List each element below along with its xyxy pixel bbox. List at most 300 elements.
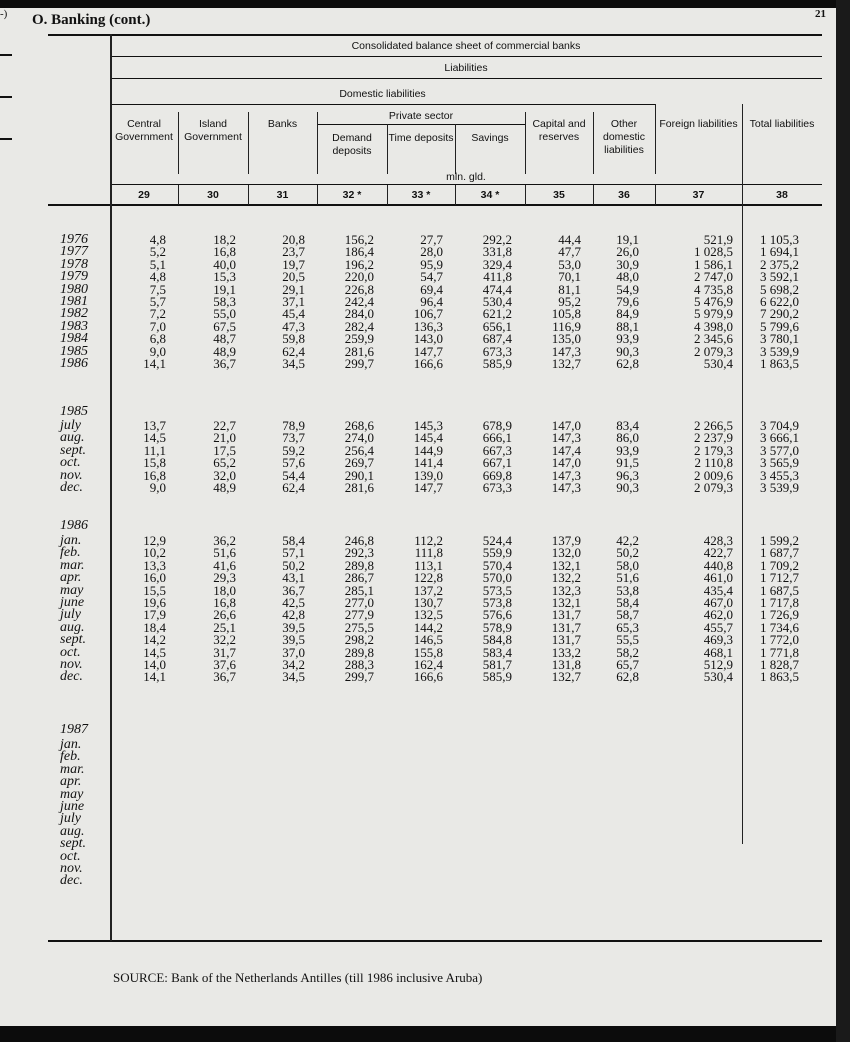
row-label: july — [60, 607, 81, 623]
table-cell: 139,0 — [413, 467, 443, 483]
table-cell: 22,7 — [213, 418, 236, 433]
table-cell: 37,1 — [282, 294, 305, 309]
table-cell: 88,1 — [616, 318, 639, 334]
table-cell: 186,4 — [344, 244, 374, 260]
table-cell: 31,7 — [213, 644, 236, 660]
table-cell: 578,9 — [482, 619, 512, 635]
table-cell: 1 717,8 — [760, 595, 799, 610]
table-cell: 19,7 — [282, 256, 305, 272]
year-heading: 1985 — [60, 404, 88, 419]
table-cell: 585,9 — [482, 356, 512, 371]
table-cell: 468,1 — [703, 644, 733, 660]
row-label: aug. — [60, 430, 85, 446]
table-cell: 147,0 — [551, 455, 581, 471]
table-cell: 57,6 — [282, 455, 305, 471]
table-cell: 474,4 — [482, 281, 512, 297]
table-cell: 16,8 — [213, 595, 236, 610]
table-cell: 40,0 — [213, 256, 236, 272]
table-title: Consolidated balance sheet of commercial banks — [351, 40, 581, 52]
rule — [110, 104, 655, 105]
table-cell: 15,5 — [143, 582, 166, 598]
table-cell: 2 747,0 — [694, 269, 733, 285]
document-page — [0, 8, 836, 1026]
table-cell: 62,8 — [616, 669, 639, 685]
table-cell: 48,7 — [213, 331, 236, 347]
row-label: 1981 — [60, 294, 88, 309]
table-cell: 289,8 — [344, 557, 374, 573]
table-cell: 268,6 — [344, 418, 374, 433]
table-cell: 298,2 — [344, 632, 374, 648]
table-cell: 1 687,5 — [760, 582, 799, 598]
table-cell: 42,2 — [616, 533, 639, 548]
table-cell: 13,7 — [143, 418, 166, 433]
table-cell: 292,2 — [482, 232, 512, 247]
table-cell: 2 079,3 — [694, 480, 733, 495]
table-cell: 32,2 — [213, 632, 236, 648]
private-sector-header: Private sector — [388, 110, 454, 122]
table-cell: 62,4 — [282, 343, 305, 359]
table-cell: 58,0 — [616, 557, 639, 573]
table-cell: 16,0 — [143, 570, 166, 586]
table-cell: 3 455,3 — [760, 467, 799, 483]
table-cell: 299,7 — [344, 356, 374, 371]
column-number: 38 — [776, 189, 788, 201]
row-label: feb. — [60, 749, 81, 765]
year-heading: 1987 — [60, 722, 88, 737]
table-cell: 131,7 — [551, 619, 581, 635]
row-label: may — [60, 582, 84, 598]
table-cell: 122,8 — [413, 570, 443, 586]
table-cell: 2 009,6 — [694, 467, 733, 483]
row-label: dec. — [60, 873, 83, 889]
table-cell: 44,4 — [558, 232, 581, 247]
table-cell: 286,7 — [344, 570, 374, 586]
row-label: feb. — [60, 545, 81, 561]
page-number: 21 — [815, 8, 826, 20]
column-header: Capital and reserves — [532, 118, 586, 143]
table-cell: 78,9 — [282, 418, 305, 433]
table-cell: 4 735,8 — [694, 281, 733, 297]
table-cell: 292,3 — [344, 545, 374, 561]
table-cell: 246,8 — [344, 533, 374, 548]
table-cell: 16,8 — [143, 467, 166, 483]
table-cell: 1 734,6 — [760, 619, 799, 635]
table-cell: 573,5 — [482, 582, 512, 598]
table-cell: 90,3 — [616, 343, 639, 359]
table-cell: 9,0 — [149, 343, 166, 359]
table-cell: 131,7 — [551, 632, 581, 648]
table-cell: 5,7 — [149, 294, 166, 309]
table-cell: 86,0 — [616, 430, 639, 446]
table-cell: 411,8 — [483, 269, 512, 285]
table-cell: 156,2 — [344, 232, 374, 247]
row-label: jan. — [60, 737, 82, 752]
table-cell: 135,0 — [551, 331, 581, 347]
table-cell: 54,4 — [282, 467, 305, 483]
table-cell: 29,3 — [213, 570, 236, 586]
table-cell: 53,0 — [558, 256, 581, 272]
table-cell: 3 592,1 — [760, 269, 799, 285]
unit-label: mln. gld. — [446, 171, 486, 183]
table-cell: 667,3 — [482, 442, 512, 458]
table-cell: 259,9 — [344, 331, 374, 347]
table-cell: 1 863,5 — [760, 356, 799, 371]
table-cell: 2 375,2 — [760, 256, 799, 272]
column-number: 35 — [553, 189, 565, 201]
table-cell: 32,0 — [213, 467, 236, 483]
table-cell: 95,2 — [558, 294, 581, 309]
table-cell: 36,2 — [213, 533, 236, 548]
page-edge — [836, 0, 850, 1042]
row-label: jan. — [60, 533, 82, 548]
column-header: Savings — [471, 132, 509, 144]
column-header: Demand deposits — [332, 132, 372, 157]
table-cell: 137,2 — [413, 582, 443, 598]
table-cell: 27,7 — [420, 232, 443, 247]
column-header: Banks — [267, 118, 298, 130]
table-cell: 84,9 — [616, 306, 639, 322]
column-number: 36 — [618, 189, 630, 201]
row-label: 1978 — [60, 256, 88, 272]
table-cell: 288,3 — [344, 657, 374, 672]
table-cell: 15,3 — [213, 269, 236, 285]
table-cell: 5 979,9 — [694, 306, 733, 322]
table-cell: 583,4 — [482, 644, 512, 660]
table-cell: 581,7 — [482, 657, 512, 672]
table-cell: 50,2 — [616, 545, 639, 561]
table-cell: 132,7 — [551, 356, 581, 371]
row-label: aug. — [60, 823, 85, 839]
table-cell: 18,2 — [213, 232, 236, 247]
table-cell: 79,6 — [616, 294, 639, 309]
row-label: 1977 — [60, 244, 88, 260]
table-cell: 137,9 — [551, 533, 581, 548]
table-cell: 95,9 — [420, 256, 443, 272]
rule — [110, 78, 822, 79]
table-cell: 53,8 — [616, 582, 639, 598]
table-cell: 147,7 — [413, 480, 443, 495]
row-label: sept. — [60, 836, 87, 852]
table-cell: 673,3 — [482, 480, 512, 495]
table-cell: 116,9 — [552, 318, 581, 334]
table-cell: 275,5 — [344, 619, 374, 635]
table-cell: 19,1 — [616, 232, 639, 247]
table-cell: 673,3 — [482, 343, 512, 359]
column-number: 31 — [276, 189, 289, 201]
row-label: june — [60, 595, 85, 610]
column-header: Time deposits — [388, 132, 454, 144]
table-cell: 39,5 — [282, 632, 305, 648]
row-label: nov. — [60, 861, 83, 876]
table-cell: 277,9 — [344, 607, 374, 623]
table-cell: 57,1 — [282, 545, 305, 561]
table-cell: 55,5 — [616, 632, 639, 648]
table-cell: 3 565,9 — [760, 455, 799, 471]
row-label: sept. — [60, 442, 87, 458]
table-cell: 570,0 — [482, 570, 512, 586]
table-cell: 1 599,2 — [760, 533, 799, 548]
table-cell: 155,8 — [413, 644, 443, 660]
table-cell: 1 028,5 — [694, 244, 733, 260]
column-header: Central Government — [115, 118, 173, 143]
table-cell: 621,2 — [482, 306, 512, 322]
table-cell: 65,7 — [616, 657, 639, 672]
table-cell: 111,8 — [414, 545, 443, 561]
column-number: 29 — [138, 189, 150, 201]
row-label: oct. — [60, 644, 81, 660]
table-cell: 58,3 — [213, 294, 236, 309]
table-cell: 26,6 — [213, 607, 236, 623]
table-cell: 584,8 — [482, 632, 512, 648]
table-cell: 2 345,6 — [694, 331, 733, 347]
row-label: sept. — [60, 632, 87, 648]
table-cell: 65,3 — [616, 619, 639, 635]
table-cell: 147,3 — [551, 430, 581, 446]
table-cell: 5,2 — [149, 244, 166, 260]
table-cell: 59,8 — [282, 331, 305, 347]
table-cell: 42,8 — [282, 607, 305, 623]
table-cell: 530,4 — [482, 294, 512, 309]
table-cell: 14,5 — [143, 430, 166, 446]
column-number: 32 * — [342, 189, 362, 201]
table-cell: 96,4 — [420, 294, 443, 309]
table-cell: 106,7 — [413, 306, 443, 322]
table-cell: 455,7 — [703, 619, 733, 635]
table-cell: 19,6 — [143, 595, 166, 610]
table-cell: 1 105,3 — [760, 232, 799, 247]
table-cell: 62,4 — [282, 480, 305, 495]
table-cell: 4,8 — [149, 269, 166, 285]
table-cell: 1 726,9 — [760, 607, 799, 623]
table-cell: 12,9 — [143, 533, 166, 548]
table-cell: 93,9 — [616, 331, 639, 347]
row-label: july — [60, 418, 81, 433]
table-cell: 34,2 — [282, 657, 305, 672]
subgroup-header: Domestic liabilities — [339, 88, 426, 100]
margin-mark — [0, 96, 12, 98]
table-cell: 6 622,0 — [760, 294, 799, 309]
table-cell: 58,4 — [282, 533, 305, 548]
rule — [110, 184, 822, 185]
table-cell: 81,1 — [558, 281, 581, 297]
table-cell: 26,0 — [616, 244, 639, 260]
table-cell: 69,4 — [420, 281, 443, 297]
table-cell: 1 828,7 — [760, 657, 799, 672]
table-cell: 256,4 — [344, 442, 374, 458]
table-cell: 20,5 — [282, 269, 305, 285]
row-label: mar. — [60, 557, 85, 573]
rule — [317, 124, 525, 125]
table-cell: 656,1 — [482, 318, 512, 334]
row-label: apr. — [60, 774, 82, 790]
table-cell: 166,6 — [413, 669, 443, 685]
table-cell: 573,8 — [482, 595, 512, 610]
table-cell: 23,7 — [282, 244, 305, 260]
table-cell: 2 266,5 — [694, 418, 733, 433]
table-cell: 131,7 — [551, 607, 581, 623]
table-cell: 144,9 — [413, 442, 443, 458]
table-cell: 47,7 — [558, 244, 581, 260]
table-cell: 669,8 — [482, 467, 512, 483]
table-cell: 93,9 — [616, 442, 639, 458]
margin-mark — [0, 54, 12, 56]
table-cell: 1 694,1 — [760, 244, 799, 260]
column-number: 33 * — [411, 189, 431, 201]
table-cell: 2 110,8 — [694, 455, 733, 471]
table-cell: 440,8 — [703, 557, 733, 573]
table-cell: 47,3 — [282, 318, 305, 334]
table-cell: 147,3 — [551, 343, 581, 359]
table-cell: 41,6 — [213, 557, 236, 573]
table-cell: 1 772,0 — [760, 632, 799, 648]
table-cell: 136,3 — [413, 318, 443, 334]
table-cell: 435,4 — [703, 582, 733, 598]
table-cell: 331,8 — [482, 244, 512, 260]
table-cell: 58,4 — [616, 595, 639, 610]
table-cell: 1 712,7 — [760, 570, 799, 586]
table-cell: 25,1 — [213, 619, 236, 635]
table-cell: 4,8 — [149, 232, 166, 247]
table-cell: 2 237,9 — [694, 430, 733, 446]
table-cell: 21,0 — [213, 430, 236, 446]
table-cell: 145,4 — [413, 430, 443, 446]
table-cell: 29,1 — [282, 281, 305, 297]
table-cell: 5 698,2 — [760, 281, 799, 297]
row-label: 1983 — [60, 318, 88, 334]
table-cell: 45,4 — [282, 306, 305, 322]
table-cell: 147,7 — [413, 343, 443, 359]
table-cell: 144,2 — [413, 619, 443, 635]
table-cell: 112,2 — [414, 533, 443, 548]
table-cell: 467,0 — [703, 595, 733, 610]
table-cell: 37,0 — [282, 644, 305, 660]
table-cell: 14,1 — [143, 356, 166, 371]
table-cell: 585,9 — [482, 669, 512, 685]
row-label: dec. — [60, 480, 83, 495]
table-cell: 146,5 — [413, 632, 443, 648]
table-cell: 1 687,7 — [760, 545, 799, 561]
table-cell: 133,2 — [551, 644, 581, 660]
table-cell: 2 079,3 — [694, 343, 733, 359]
table-cell: 132,7 — [551, 669, 581, 685]
page-title: O. Banking (cont.) — [32, 12, 151, 28]
table-cell: 162,4 — [413, 657, 443, 672]
table-cell: 282,4 — [344, 318, 374, 334]
table-cell: 269,7 — [344, 455, 374, 471]
column-number: 30 — [207, 189, 219, 201]
table-cell: 132,2 — [551, 570, 581, 586]
row-label: 1976 — [60, 232, 88, 247]
table-cell: 14,0 — [143, 657, 166, 672]
table-cell: 5,1 — [149, 256, 166, 272]
table-cell: 524,4 — [482, 533, 512, 548]
table-cell: 16,8 — [213, 244, 236, 260]
row-label: aug. — [60, 619, 85, 635]
row-label: 1986 — [60, 356, 88, 371]
table-cell: 70,1 — [558, 269, 581, 285]
table-cell: 5 799,6 — [760, 318, 799, 334]
table-cell: 196,2 — [344, 256, 374, 272]
column-number: 37 — [692, 189, 705, 201]
table-cell: 667,1 — [482, 455, 512, 471]
table-cell: 51,6 — [213, 545, 236, 561]
table-cell: 166,6 — [413, 356, 443, 371]
column-header: Total liabilities — [749, 118, 815, 130]
table-cell: 9,0 — [149, 480, 166, 495]
table-cell: 58,2 — [616, 644, 639, 660]
table-cell: 91,5 — [616, 455, 639, 471]
table-cell: 559,9 — [482, 545, 512, 561]
table-cell: 277,0 — [344, 595, 374, 610]
column-divider — [655, 104, 656, 174]
table-cell: 469,3 — [703, 632, 733, 648]
table-cell: 1 709,2 — [760, 557, 799, 573]
table-cell: 512,9 — [703, 657, 733, 672]
table-cell: 30,9 — [616, 256, 639, 272]
table-cell: 34,5 — [282, 669, 305, 685]
column-number: 34 * — [480, 189, 500, 201]
table-cell: 67,5 — [213, 318, 236, 334]
table-cell: 42,5 — [282, 595, 305, 610]
row-label: june — [60, 799, 85, 814]
table-cell: 51,6 — [616, 570, 639, 586]
table-cell: 132,1 — [551, 557, 581, 573]
table-cell: 3 539,9 — [760, 343, 799, 359]
table-cell: 274,0 — [344, 430, 374, 446]
table-cell: 37,6 — [213, 657, 236, 672]
year-heading: 1986 — [60, 518, 88, 533]
table-cell: 145,3 — [413, 418, 443, 433]
table-cell: 147,4 — [551, 442, 581, 458]
table-cell: 147,3 — [551, 480, 581, 495]
row-label: mar. — [60, 761, 85, 777]
table-cell: 220,0 — [344, 269, 374, 285]
table-cell: 570,4 — [482, 557, 512, 573]
table-cell: 54,7 — [420, 269, 443, 285]
table-cell: 20,8 — [282, 232, 305, 247]
table-cell: 13,3 — [143, 557, 166, 573]
table-cell: 43,1 — [282, 570, 305, 586]
table-cell: 113,1 — [414, 557, 443, 573]
row-label: oct. — [60, 848, 81, 864]
table-cell: 17,5 — [213, 442, 236, 458]
table-cell: 678,9 — [482, 418, 512, 433]
table-cell: 130,7 — [413, 595, 443, 610]
table-cell: 58,7 — [616, 607, 639, 623]
column-header: Island Government — [184, 118, 242, 143]
table-cell: 3 577,0 — [760, 442, 799, 458]
row-label: 1984 — [60, 331, 88, 347]
table-cell: 1 586,1 — [694, 256, 733, 272]
table-cell: 3 704,9 — [760, 418, 799, 433]
table-cell: 1 771,8 — [760, 644, 799, 660]
table-cell: 1 863,5 — [760, 669, 799, 685]
table-cell: 36,7 — [282, 582, 305, 598]
table-cell: 50,2 — [282, 557, 305, 573]
source-note: SOURCE: Bank of the Netherlands Antilles (till 1986 inclusive Aruba) — [113, 970, 483, 985]
table-cell: 530,4 — [703, 356, 733, 371]
table-cell: 96,3 — [616, 467, 639, 483]
table-cell: 7,5 — [149, 281, 166, 297]
row-label: july — [60, 811, 81, 827]
table-cell: 54,9 — [616, 281, 639, 297]
table-cell: 55,0 — [213, 306, 236, 322]
table-cell: 289,8 — [344, 644, 374, 660]
table-cell: 329,4 — [482, 256, 512, 272]
table-cell: 39,5 — [282, 619, 305, 635]
table-cell: 147,0 — [551, 418, 581, 433]
table-cell: 5 476,9 — [694, 294, 733, 309]
